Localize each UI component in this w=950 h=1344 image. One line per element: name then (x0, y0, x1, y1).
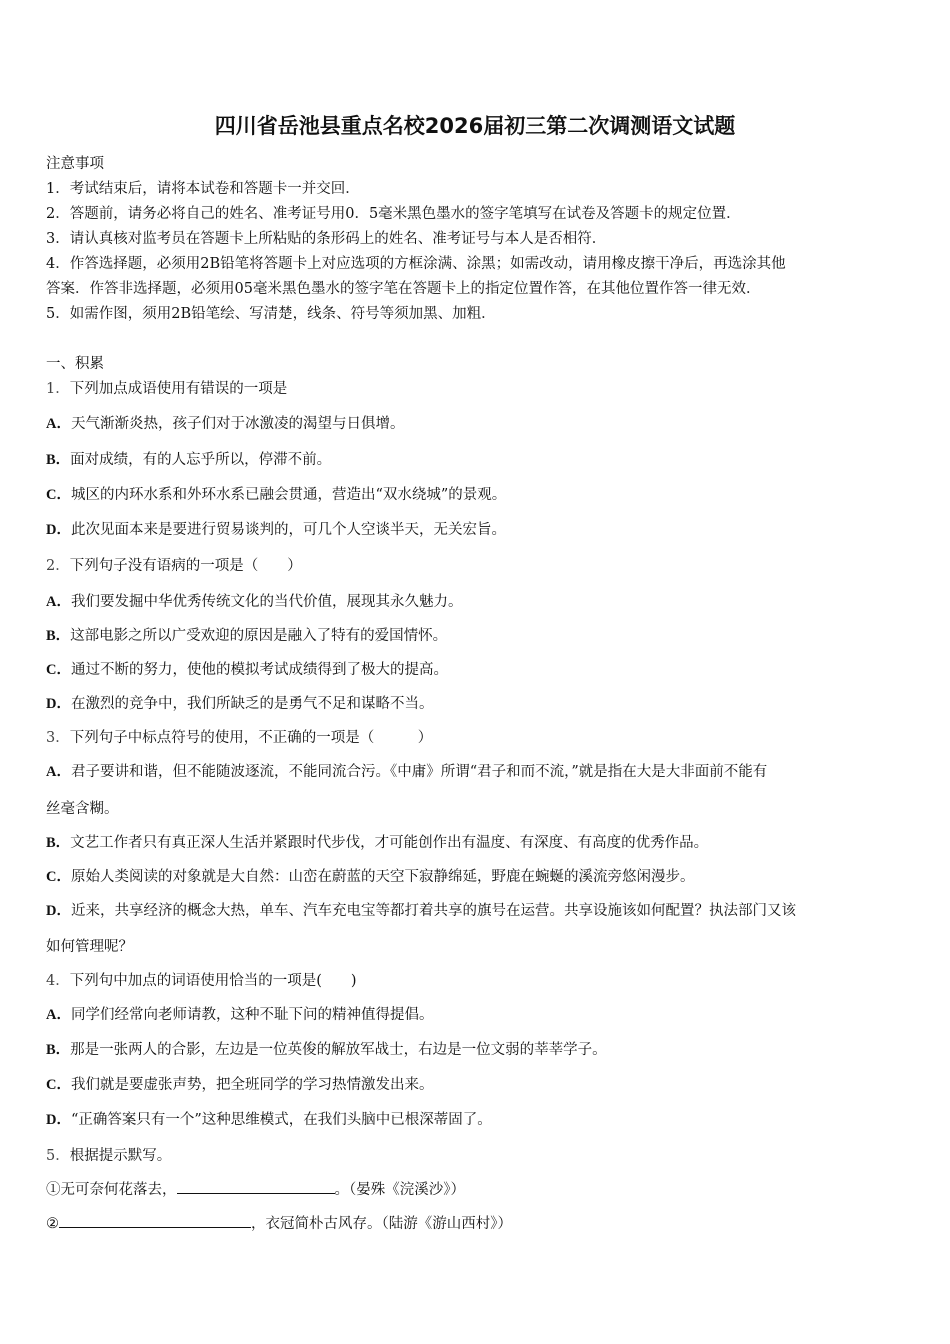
option-letter: D． (46, 903, 71, 919)
option-text: 通过不断的努力，使他的模拟考试成绩得到了极大的提高。 (70, 662, 448, 678)
option-a (46, 1003, 433, 1024)
option-c (46, 865, 694, 886)
option-letter: D． (46, 696, 71, 712)
notice-heading: 注意事项 (46, 156, 104, 172)
option-letter: B． (46, 1042, 71, 1058)
option-letter: D． (46, 522, 71, 538)
option-text: 面对成绩，有的人忘乎所以，停滞不前。 (70, 452, 332, 468)
option-b (46, 448, 331, 469)
page-title: 四川省岳池县重点名校2026届初三第二次调测语文试题 (214, 114, 736, 138)
option-text: 此次见面本来是要进行贸易谈判的，可几个人空谈半天，无关宏旨。 (70, 522, 506, 538)
option-letter: C． (46, 1077, 71, 1093)
question-text: 下列句子没有语病的一项是（ ） (69, 558, 302, 574)
option-letter: C． (46, 869, 71, 885)
question-number: 4． (46, 973, 70, 989)
fill-line-1 (46, 1178, 465, 1199)
option-d (46, 899, 796, 920)
option-d (46, 518, 506, 539)
question-number: 5． (46, 1148, 70, 1164)
answer-blank[interactable] (177, 1179, 335, 1194)
option-text: 这部电影之所以广受欢迎的原因是融入了特有的爱国情怀。 (70, 628, 448, 644)
fill-line-2 (46, 1212, 512, 1233)
option-text: 近来，共享经济的概念大热，单车、汽车充电宝等都打着共享的旗号在运营。共享设施该如何配置？执法部门又该 (70, 903, 796, 919)
option-b (46, 624, 447, 645)
option-letter: A． (46, 764, 71, 780)
fill-prefix: ①无可奈何花落去， (46, 1182, 177, 1198)
option-letter: A． (46, 594, 71, 610)
question-text: 下列句子中标点符号的使用，不正确的一项是（ ） (69, 730, 433, 746)
option-text: 我们要发掘中华优秀传统文化的当代价值，展现其永久魅力。 (70, 594, 463, 610)
answer-blank[interactable] (59, 1213, 251, 1228)
question-number: 3． (46, 730, 70, 746)
option-letter: C． (46, 662, 71, 678)
question-text: 下列加点成语使用有错误的一项是 (69, 381, 288, 397)
option-c (46, 483, 506, 504)
fill-prefix: ② (46, 1216, 59, 1232)
notice-item: 1．考试结束后，请将本试卷和答题卡一并交回． (46, 181, 360, 197)
option-a (46, 590, 462, 611)
option-a-continuation: 丝毫含糊。 (46, 801, 119, 817)
option-text: 那是一张两人的合影，左边是一位英俊的解放军战士，右边是一位文弱的莘莘学子。 (70, 1042, 607, 1058)
option-c (46, 1073, 433, 1094)
option-text: 在激烈的竞争中，我们所缺乏的是勇气不足和谋略不当。 (70, 696, 434, 712)
option-letter: B． (46, 628, 71, 644)
option-letter: B． (46, 452, 71, 468)
question-stem (46, 1144, 171, 1165)
question-number: 1． (46, 381, 70, 397)
notice-item: 3．请认真核对监考员在答题卡上所粘贴的条形码上的姓名、准考证号与本人是否相符． (46, 231, 607, 247)
option-letter: D． (46, 1112, 71, 1128)
question-stem (46, 969, 357, 990)
option-c (46, 658, 448, 679)
option-text: 天气渐渐炎热，孩子们对于冰激凌的渴望与日俱增。 (70, 416, 405, 432)
notice-item: 5．如需作图，须用2B铅笔绘、写清楚，线条、符号等须加黑、加粗． (46, 306, 496, 322)
question-stem (46, 726, 432, 747)
option-text: 文艺工作者只有真正深人生活并紧跟时代步伐，才可能创作出有温度、有深度、有高度的优秀作品。 (70, 835, 709, 851)
option-text: “正确答案只有一个”这种思维模式，在我们头脑中已根深蒂固了。 (70, 1112, 492, 1128)
option-text: 同学们经常向老师请教，这种不耻下问的精神值得提倡。 (70, 1007, 434, 1023)
question-stem (46, 554, 302, 575)
question-text: 根据提示默写。 (69, 1148, 172, 1164)
option-d (46, 692, 433, 713)
option-text: 君子要讲和谐，但不能随波逐流，不能同流合污。《中庸》所谓“君子和而不流，”就是指在大是大非面前不能有 (70, 764, 768, 780)
option-text: 原始人类阅读的对象就是大自然：山峦在蔚蓝的天空下寂静绵延，野鹿在蜿蜒的溪流旁悠闲漫步。 (70, 869, 695, 885)
question-stem (46, 377, 287, 398)
option-d (46, 1108, 492, 1129)
notice-item: 4．作答选择题，必须用2B铅笔将答题卡上对应选项的方框涂满、涂黑；如需改动，请用橡皮擦干净后，再选涂其他 (46, 256, 786, 272)
option-a (46, 760, 767, 781)
option-b (46, 831, 708, 852)
option-letter: A． (46, 1007, 71, 1023)
notice-item: 2．答题前，请务必将自己的姓名、准考证号用0．5毫米黑色墨水的签字笔填写在试卷及答题卡的规定位置． (46, 206, 741, 222)
option-b (46, 1038, 607, 1059)
option-text: 我们就是要虚张声势，把全班同学的学习热情激发出来。 (70, 1077, 434, 1093)
option-a (46, 412, 404, 433)
option-letter: B． (46, 835, 71, 851)
fill-suffix: 。（晏殊《浣溪沙》） (334, 1182, 465, 1198)
question-number: 2． (46, 558, 70, 574)
option-text: 城区的内环水系和外环水系已融会贯通，营造出“双水绕城”的景观。 (70, 487, 507, 503)
option-letter: A． (46, 416, 71, 432)
option-d-continuation: 如何管理呢？ (46, 939, 133, 955)
option-letter: C． (46, 487, 71, 503)
notice-item: 答案．作答非选择题，必须用05毫米黑色墨水的签字笔在答题卡上的指定位置作答，在其他位置作答一律无效． (46, 281, 761, 297)
question-text: 下列句中加点的词语使用恰当的一项是( ) (69, 973, 357, 989)
fill-suffix: ，衣冠简朴古风存。（陆游《游山西村》） (251, 1216, 512, 1232)
section-heading: 一、积累 (46, 356, 104, 372)
